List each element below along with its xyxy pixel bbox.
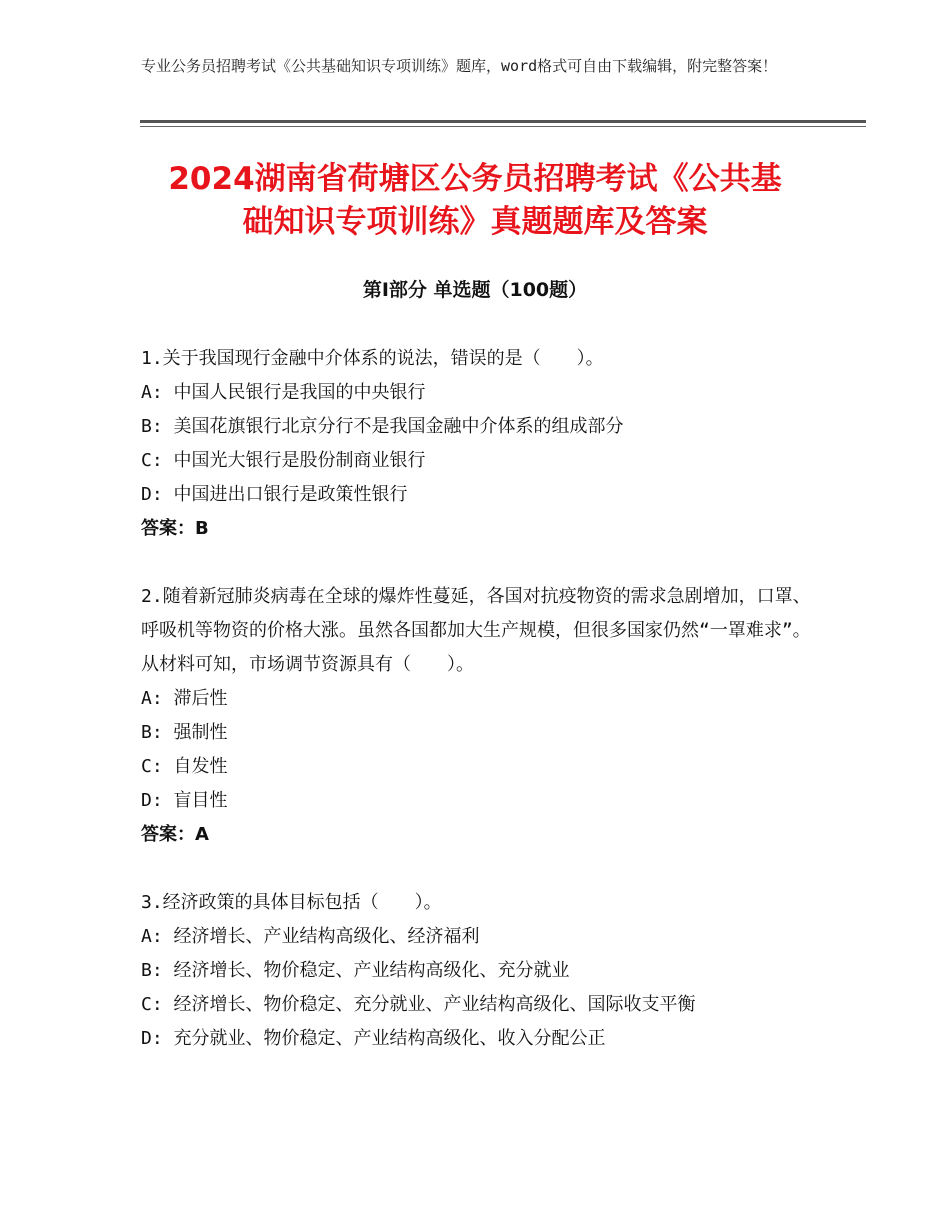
question-stem: 3.经济政策的具体目标包括（ ）。 — [141, 892, 442, 913]
answer-line: 答案：B — [141, 518, 209, 539]
option-a: A: 中国人民银行是我国的中央银行 — [141, 382, 426, 403]
option-d: D: 充分就业、物价稳定、产业结构高级化、收入分配公正 — [141, 1028, 606, 1049]
header-divider — [140, 120, 866, 127]
option-c: C: 经济增长、物价稳定、充分就业、产业结构高级化、国际收支平衡 — [141, 994, 696, 1015]
document-title-line-2: 础知识专项训练》真题题库及答案 — [242, 204, 708, 240]
question-stem: 1.关于我国现行金融中介体系的说法，错误的是（ ）。 — [141, 348, 604, 369]
question-3 — [141, 886, 811, 1056]
question-2 — [141, 580, 811, 852]
section-heading: 第Ⅰ部分 单选题（100题） — [362, 279, 588, 301]
option-a: A: 经济增长、产业结构高级化、经济福利 — [141, 926, 480, 947]
document-title — [100, 158, 850, 244]
option-d: D: 盲目性 — [141, 790, 228, 811]
option-a: A: 滞后性 — [141, 688, 228, 709]
question-list — [141, 342, 811, 1090]
option-b: B: 强制性 — [141, 722, 228, 743]
header-divider-thin — [140, 126, 866, 127]
header-note: 专业公务员招聘考试《公共基础知识专项训练》题库，word格式可自由下载编辑，附完整答案！ — [141, 57, 778, 75]
option-b: B: 经济增长、物价稳定、产业结构高级化、充分就业 — [141, 960, 570, 981]
header-divider-thick — [140, 120, 866, 123]
option-b: B: 美国花旗银行北京分行不是我国金融中介体系的组成部分 — [141, 416, 624, 437]
question-stem: 2.随着新冠肺炎病毒在全球的爆炸性蔓延，各国对抗疫物资的需求急剧增加，口罩、呼吸机等物资的价格大涨。虽然各国都加大生产规模，但很多国家仍然“一罩难求”。从材料可知，市场调节资源具有（ ）。 — [141, 586, 811, 675]
option-c: C: 中国光大银行是股份制商业银行 — [141, 450, 426, 471]
option-d: D: 中国进出口银行是政策性银行 — [141, 484, 408, 505]
option-c: C: 自发性 — [141, 756, 228, 777]
document-title-line-1: 2024湖南省荷塘区公务员招聘考试《公共基 — [168, 161, 782, 197]
answer-line: 答案：A — [141, 824, 209, 845]
question-1 — [141, 342, 811, 546]
